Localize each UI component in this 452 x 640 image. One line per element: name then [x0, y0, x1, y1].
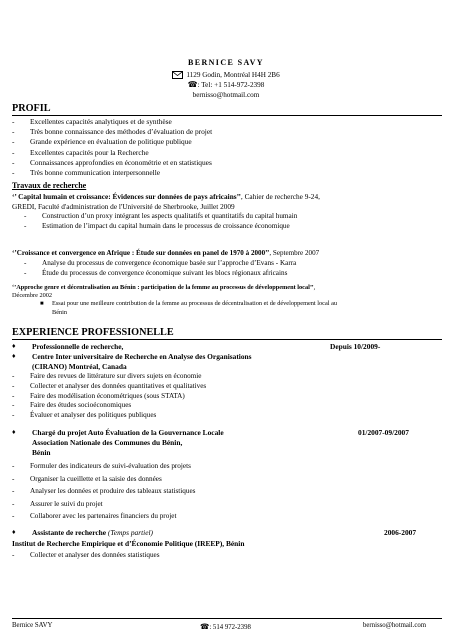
job-1-list — [12, 372, 206, 421]
list-item: - Analyse du processus de convergence économique basée sur l’approche d’Evans - Karra — [24, 259, 297, 267]
section-title-experience: EXPERIENCE PROFESSIONELLE — [12, 327, 174, 338]
footer-name: Bernice SAVY — [12, 622, 53, 629]
resume-name: BERNICE SAVY — [187, 58, 264, 67]
work-2-title: ‘’Croissance et convergence en Afrique : Étude sur données en panel de 1970 à 2000’’, Septembre 2007 — [12, 249, 320, 257]
list-item: - Évaluer et analyser des politiques publiques — [12, 411, 157, 420]
list-item: - Construction d’un proxy intégrant les aspects qualitatifs et quantitatifs du capital humain — [24, 212, 298, 220]
job-2-country: Bénin — [32, 448, 51, 457]
job-1-org: ♦ Centre Inter universitaire de Recherche en Analyse des Organisations — [12, 352, 252, 361]
job-1-date: Depuis 10/2009- — [330, 342, 381, 351]
tel-text: : Tel: +1 514-972-2398 — [197, 81, 265, 89]
list-item: - Organiser la cueillette et la saisie des données — [12, 474, 162, 483]
diamond-bullet-icon: ♦ — [12, 342, 16, 350]
list-item: - Grande expérience en évaluation de politique publique — [12, 137, 192, 147]
section-title-travaux: Travaux de recherche — [12, 181, 87, 190]
list-item: - Excellentes capacités analytiques et de synthèse — [12, 117, 172, 126]
phone-icon: ☎ — [187, 80, 198, 89]
profil-list — [12, 117, 212, 178]
diamond-bullet-icon: ♦ — [12, 428, 16, 436]
list-item: - Assurer le suivi du projet — [12, 499, 103, 508]
job-3-org: Institut de Recherche Empirique et d’Économie Politique (IREEP), Bénin — [12, 539, 245, 548]
phone-icon: ☎ — [200, 622, 210, 631]
work-2-list — [24, 259, 296, 278]
email-header: bernisso@hotmail.com — [192, 91, 260, 99]
job-1-title: ♦ Professionnelle de recherche, — [12, 342, 124, 351]
section-title-profil: PROFIL — [12, 103, 51, 114]
list-item: - Connaissances approfondies en économétrie et en statistiques — [12, 157, 212, 167]
diamond-bullet-icon: ♦ — [12, 528, 16, 536]
job-3-title: ♦ Assistante de recherche (Temps partiel) — [12, 528, 153, 537]
list-item: - Formuler des indicateurs de suivi-évaluation des projets — [12, 462, 191, 470]
job-2-org: Association Nationale des Communes du Bénin, — [32, 438, 183, 447]
section-divider — [12, 115, 442, 116]
job-2-list — [12, 460, 195, 523]
list-item: - Estimation de l’impact du capital humain dans le processus de croissance économique — [24, 221, 290, 230]
footer-email: bernisso@hotmail.com — [363, 622, 427, 629]
work-1-list — [24, 212, 297, 231]
footer-phone: ☎: 514 972-2398 — [200, 622, 251, 631]
work-1-source: GREDI, Faculté d'administration de l'Université de Sherbrooke, Juillet 2009 — [12, 202, 235, 211]
job-1-org-line2: (CIRANO) Montréal, Canada — [32, 362, 127, 371]
footer-divider — [12, 618, 442, 619]
job-3-list — [12, 550, 160, 560]
address-text: 1129 Godin, Montréal H4H 2B6 — [186, 71, 280, 79]
envelope-icon — [172, 71, 183, 79]
work-3-title: ‘’Approche genre et décentralisation au Bénin : participation de la femme au processus de développement local’’, — [12, 284, 316, 291]
list-item: - Étude du processus de convergence économique suivant les blocs régionaux africains — [24, 268, 288, 277]
diamond-bullet-icon: ♦ — [12, 352, 16, 360]
work-3-date: Décembre 2002 — [12, 292, 53, 299]
list-item: - Collaborer avec les partenaires financiers du projet — [12, 512, 177, 520]
list-item: - Faire des modélisation économétriques (sous STATA) — [12, 391, 185, 400]
list-item: - Très bonne connaissance des méthodes d’évaluation de projet — [12, 127, 213, 137]
list-item: - Faire des revues de littérature sur divers sujets en économie — [12, 372, 202, 380]
job-2-title: ♦ Chargé du projet Auto Évaluation de la Gouvernance Locale — [12, 428, 224, 437]
work-1-title: ‘’ Capital humain et croissance: Évidences sur données de pays africains’’, Cahier de recherche 9-24, — [12, 192, 320, 201]
address-line — [0, 70, 452, 80]
list-item: - Faire des études socioéconomiques — [12, 401, 132, 410]
work-3-item: ■ Essai pour une meilleure contribution de la femme au processus de décentralisation et de développement local au Bénin — [40, 300, 338, 316]
list-item: - Analyser les données et produire des tableaux statistiques — [12, 487, 196, 495]
list-item: - Très bonne communication interpersonnelle — [12, 168, 161, 178]
job-3-date: 2006-2007 — [384, 528, 417, 537]
section-divider — [12, 339, 442, 340]
job-2-date: 01/2007-09/2007 — [358, 428, 409, 437]
list-item: - Excellentes capacités pour la Recherche — [12, 147, 149, 157]
list-item: - Collecter et analyser des données quantitatives et qualitatives — [12, 381, 207, 390]
tel-line — [0, 80, 452, 90]
list-item: - Collecter et analyser des données statistiques — [12, 551, 160, 559]
